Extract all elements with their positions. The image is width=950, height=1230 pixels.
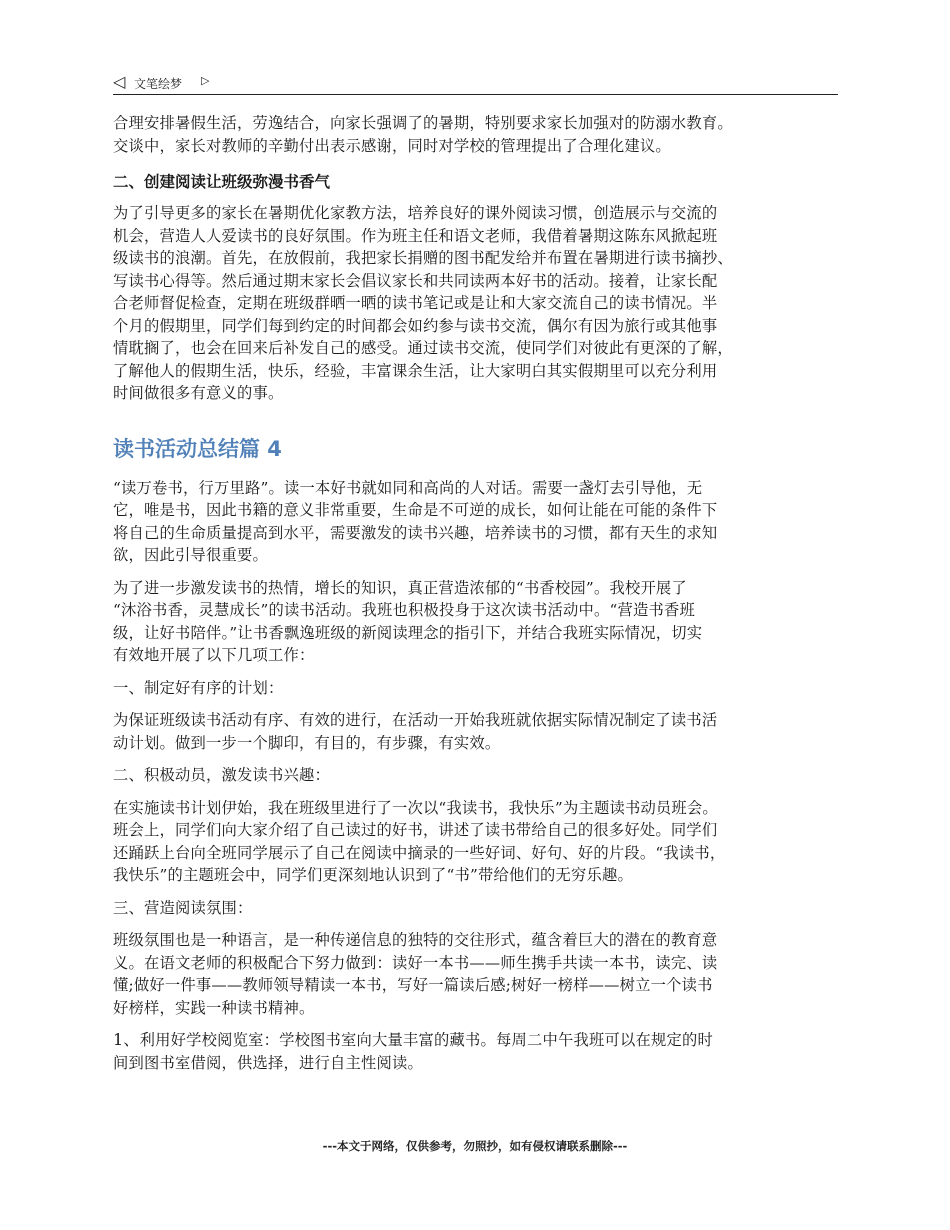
paragraph: 为了引导更多的家长在暑期优化家教方法，培养良好的课外阅读习惯，创造展示与交流的 机会，营造人人爱读书的良好氛围。作为班主任和语文老师，我借着暑期这陈东风掀起班 级读书的浪潮。首先，在放假前，我把家长捐赠的图书配发给并布置在暑期进行读书摘抄、 写读书心得等。然后通过期末家长会倡议家长和共同读两本好书的活动。接着，让家长配 合老师督促检查，定期在班级群晒一晒的读书笔记或是让和大家交流自己的读书情况。半 个月的假期里，同学们每到约定的时间都会如约参与读书交流，偶尔有因为旅行或其他事 情耽搁了，也会在回来后补发自己的感受。通过读书交流，使同学们对彼此有更深的了解， 了解他人的假期生活，快乐，经验，丰富课余生活，让大家明白其实假期里可以充分利用 时间做很多有意义的事。 (113, 204, 733, 402)
paragraph: 为了进一步激发读书的热情，增长的知识，真正营造浓郁的“书香校园”。我校开展了 “沐浴书香，灵慧成长”的读书活动。我班也积极投身于这次读书活动中。“营造书香班 级，让好书陪伴。”让书香飘逸班级的新阅读理念的指引下，并结合我班实际情况，切实 有效地开展了以下几项工作： (113, 578, 703, 664)
paragraph: 班级氛围也是一种语言，是一种传递信息的独特的交往形式，蕴含着巨大的潜在的教育意 义。在语文老师的积极配合下努力做到：读好一本书——师生携手共读一本书，读完、读 懂;做好一件事——教师领导精读一本书，写好一篇读后感;树好一榜样——树立一个读书 好榜样，实践一种读书精神。 (113, 931, 718, 1017)
brand-text: 文笔绘梦 (134, 77, 183, 91)
footer-disclaimer: ---本文于网络，仅供参考，勿照抄，如有侵权请联系删除--- (322, 1139, 628, 1153)
text-line: 交谈中，家长对教师的辛勤付出表示感谢，同时对学校的管理提出了合理化建议。 (113, 136, 671, 155)
paragraph: 在实施读书计划伊始，我在班级里进行了一次以“我读书，我快乐”为主题读书动员班会。 班会上，同学们向大家介绍了自己读过的好书，讲述了读书带给自己的很多好处。同学们 还踊跃上台向全班同学展示了自己在阅读中摘录的一些好词、好句、好的片段。“我读书， 我快乐”的主题班会中，同学们更深刻地认识到了“书”带给他们的无穷乐趣。 (113, 798, 726, 884)
paragraph: 1、利用好学校阅览室：学校图书室向大量丰富的藏书。每周二中午我班可以在规定的时 间到图书室借阅，供选择，进行自主性阅读。 (113, 1030, 713, 1072)
paragraph (113, 112, 840, 157)
text-line: 合理安排暑假生活，劳逸结合，向家长强调了的暑期，特别要求家长加强对的防溺水教育。 (113, 114, 733, 132)
document-body (113, 112, 840, 1074)
article-title: 读书活动总结篇 4 (113, 436, 282, 461)
list-item-title: 一、制定好有序的计划： (113, 678, 284, 697)
section-heading: 二、创建阅读让班级弥漫书香气 (113, 173, 331, 191)
list-item-title: 二、积极动员，激发读书兴趣： (113, 766, 330, 784)
right-triangle-icon: ▷ (201, 74, 210, 87)
page-header (113, 72, 838, 95)
paragraph: 为保证班级读书活动有序、有效的进行，在活动一开始我班就依据实际情况制定了读书活 动计划。做到一步一个脚印，有目的，有步骤，有实效。 (113, 711, 718, 752)
paragraph: “读万卷书，行万里路”。读一本好书就如同和高尚的人对话。需要一盏灯去引导他，无 它，唯是书，因此书籍的意义非常重要，生命是不可逆的成长，如何让能在可能的条件下 将自己的生命质量提高到水平，需要激发的读书兴趣，培养读书的习惯，都有天生的求知 欲，因此引导很重要。 (113, 478, 718, 564)
left-triangle-icon: ◁ (113, 72, 126, 91)
list-number: 1、 (113, 1030, 140, 1049)
list-item-title: 三、营造阅读氛围： (113, 898, 253, 917)
